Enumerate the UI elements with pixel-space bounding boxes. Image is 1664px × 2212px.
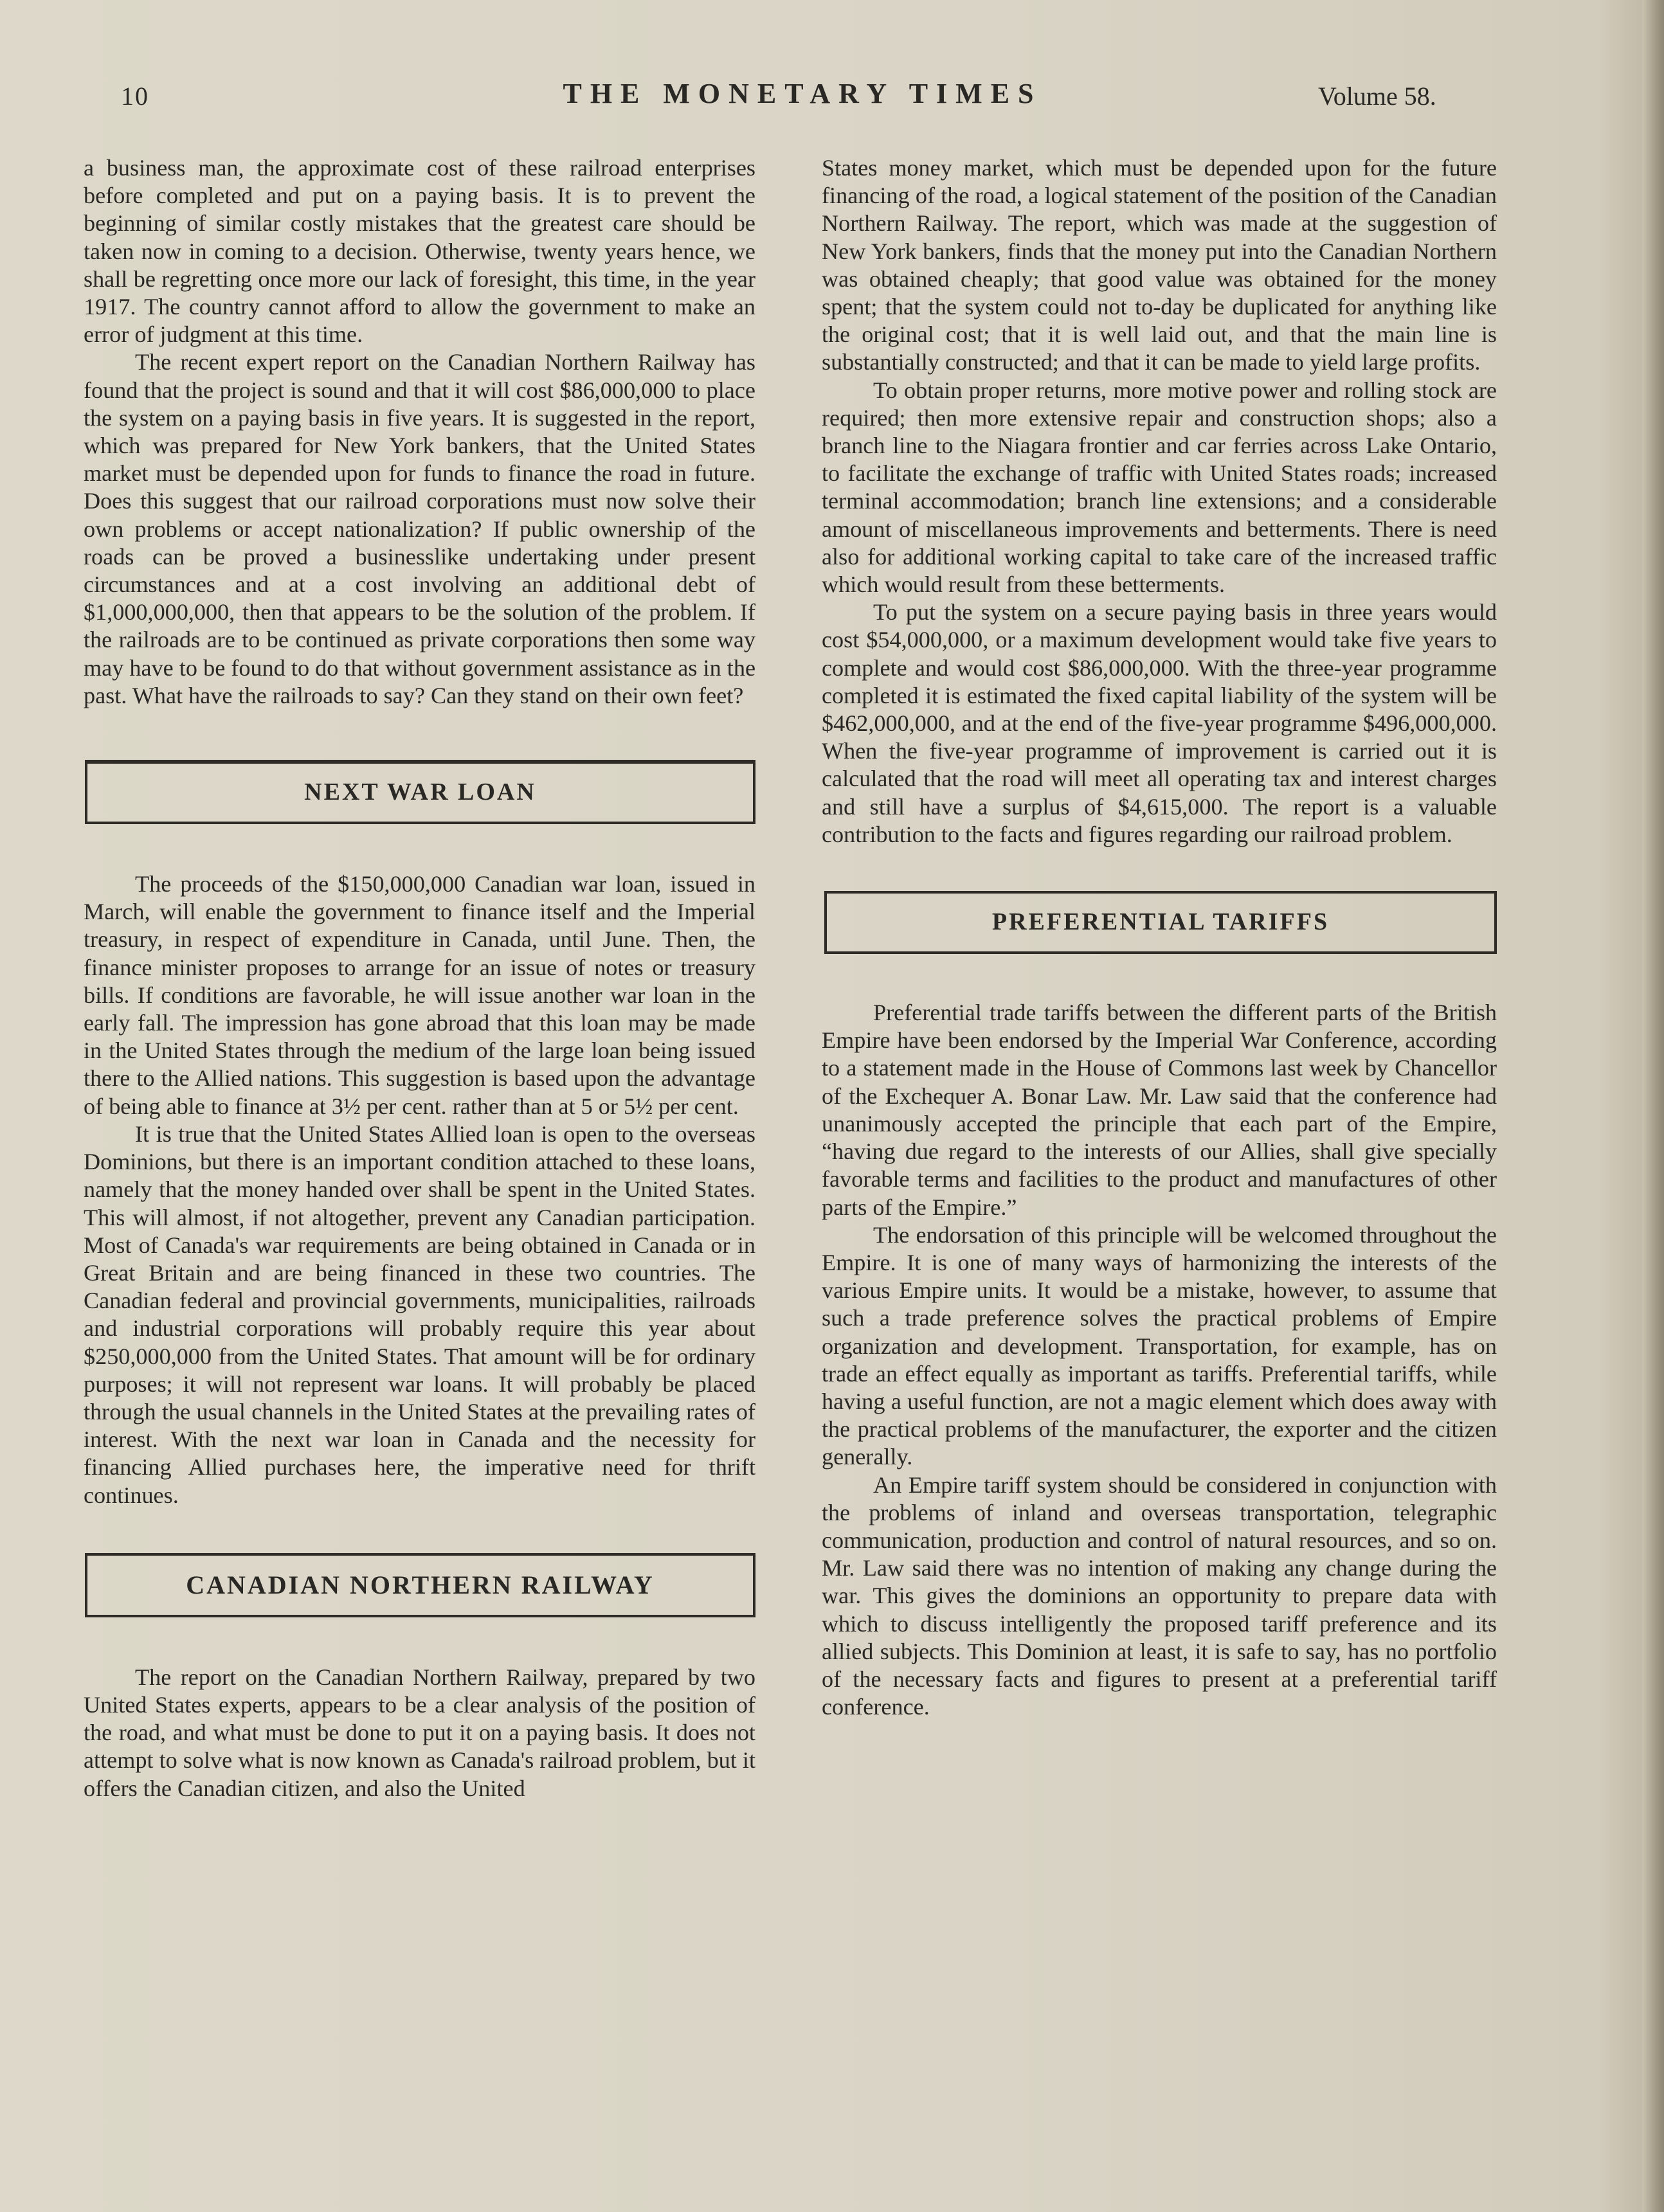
section-heading-preferential-tariffs: PREFERENTIAL TARIFFS — [824, 891, 1497, 954]
paragraph: States money market, which must be depended upon for the future financing of the road, a logical statement of the position of the Canadian Northern Railway. The report, which was made at the suggestion of New York bankers, finds that the money put into the Canadian Northern was obtained cheaply; that good value was obtained for the money spent; that the system could not to-day be duplicated for anything like the original cost; that it is well laid out, and that the main line is substantially constructed; and that it can be made to yield large profits. — [822, 155, 1497, 375]
paragraph: Preferential trade tariffs between the different parts of the British Empire have been endorsed by the Imperial War Conference, according to a statement made in the House of Commons last week by Chancellor of the Exchequer A. Bonar Law. Mr. Law said that the conference had unanimously accepted the principle that each part of the Empire, “having due regard to the interests of our Allies, shall give specially favorable terms and facilities to the product and manufactures of other parts of the Empire.” — [822, 1000, 1497, 1220]
paragraph: It is true that the United States Allied loan is open to the overseas Dominions, but there is an important condition attached to these loans, namely that the money handed over shall be spent in the United States. This will almost, if not altogether, prevent any Canadian participation. Most of Canada's war requirements are being obtained in Canada or in Great Britain and are being financed in these two countries. The Canadian federal and provincial governments, municipalities, railroads and industrial corporations will probably require this year about $250,000,000 from the United States. That amount will be for ordinary purposes; it will not represent war loans. It will probably be placed through the usual channels in the United States at the prevailing rates of interest. With the next war loan in Canada and the necessity for financing Allied purchases here, the imperative need for thrift continues. — [84, 1120, 755, 1508]
paragraph: An Empire tariff system should be considered in conjunction with the problems of inland and overseas transportation, telegraphic communication, production and control of natural resources, and so on. Mr. Law said there was no intention of making any change during the war. This gives the dominions an opportunity to prepare data with which to discuss intelligently the proposed tariff preference and its allied subjects. This Dominion at least, it is safe to say, has no portfolio of the necessary facts and figures to present at a preferential tariff conference. — [822, 1471, 1497, 1720]
volume-label: Volume 58. — [1318, 82, 1436, 111]
right-column — [822, 154, 1497, 1721]
page-number: 10 — [121, 82, 149, 111]
paragraph: The report on the Canadian Northern Railway, prepared by two United States experts, appears to be a clear analysis of the position of the road, and what must be done to put it on a paying basis. It does not attempt to solve what is now known as Canada's railroad problem, but it offers the Canadian citizen, and also the United — [84, 1664, 755, 1801]
paragraph: a business man, the approximate cost of these railroad enterprises before completed and put on a paying basis. It is to prevent the beginning of similar costly mistakes that the greatest care should be taken now in coming to a decision. Otherwise, twenty years hence, we shall be regretting once more our lack of foresight, this time, in the year 1917. The country cannot afford to allow the government to make an error of judgment at this time. — [84, 155, 755, 348]
section-heading-next-war-loan: NEXT WAR LOAN — [85, 760, 755, 824]
section-heading-canadian-northern-railway: CANADIAN NORTHERN RAILWAY — [85, 1553, 755, 1617]
page-header — [0, 76, 1664, 121]
paragraph: To put the system on a secure paying basis in three years would cost $54,000,000, or a maximum development would take five years to complete and would cost $86,000,000. With the three-year programme completed it is estimated the fixed capital liability of the system will be $462,000,000, and at the end of the five-year programme $496,000,000. When the five-year programme of improvement is carried out it is calculated that the road will meet all operating tax and interest charges and still have a surplus of $4,615,000. The report is a valuable contribution to the facts and figures regarding our railroad problem. — [822, 599, 1497, 847]
left-column — [84, 154, 755, 1803]
paragraph: To obtain proper returns, more motive power and rolling stock are required; then more extensive repair and construction shops; also a branch line to the Niagara frontier and car ferries across Lake Ontario, to facilitate the exchange of traffic with United States roads; increased terminal accommodation; branch line extensions; and a considerable amount of miscellaneous improvements and betterments. There is need also for additional working capital to take care of the increased traffic which would result from these betterments. — [822, 377, 1497, 598]
paragraph: The recent expert report on the Canadian Northern Railway has found that the project is sound and that it will cost $86,000,000 to place the system on a paying basis in five years. It is suggested in the report, which was prepared for New York bankers, that the United States market must be depended upon for funds to finance the road in future. Does this suggest that our railroad corporations must now solve their own problems or accept nationalization? If public ownership of the roads can be proved a businesslike undertaking under present circumstances and at a cost involving an additional debt of $1,000,000,000, then that appears to be the solution of the problem. If the railroads are to be continued as private corporations then some way may have to be found to do that without government assistance as in the past. What have the railroads to say? Can they stand on their own feet? — [84, 349, 755, 708]
masthead-title: THE MONETARY TIMES — [563, 78, 1042, 109]
paragraph: The proceeds of the $150,000,000 Canadian war loan, issued in March, will enable the government to finance itself and the Imperial treasury, in respect of expenditure in Canada, until June. Then, the finance minister proposes to arrange for an issue of notes or treasury bills. If conditions are favorable, he will issue another war loan in the early fall. The impression has gone abroad that this loan may be made in the United States through the medium of the large loan being issued there to the Allied nations. This suggestion is based upon the advantage of being able to finance at 3½ per cent. rather than at 5 or 5½ per cent. — [84, 871, 755, 1119]
book-spine-shadow — [1642, 0, 1664, 2212]
paragraph: The endorsation of this principle will be welcomed throughout the Empire. It is one of many ways of harmonizing the interests of the various Empire units. It would be a mistake, however, to assume that such a trade preference solves the practical problems of Empire organization and development. Transportation, for example, has on trade an effect equally as important as tariffs. Preferential tariffs, while having a useful function, are not a magic element which does away with the practical problems of the manufacturer, the exporter and the citizen generally. — [822, 1221, 1497, 1470]
